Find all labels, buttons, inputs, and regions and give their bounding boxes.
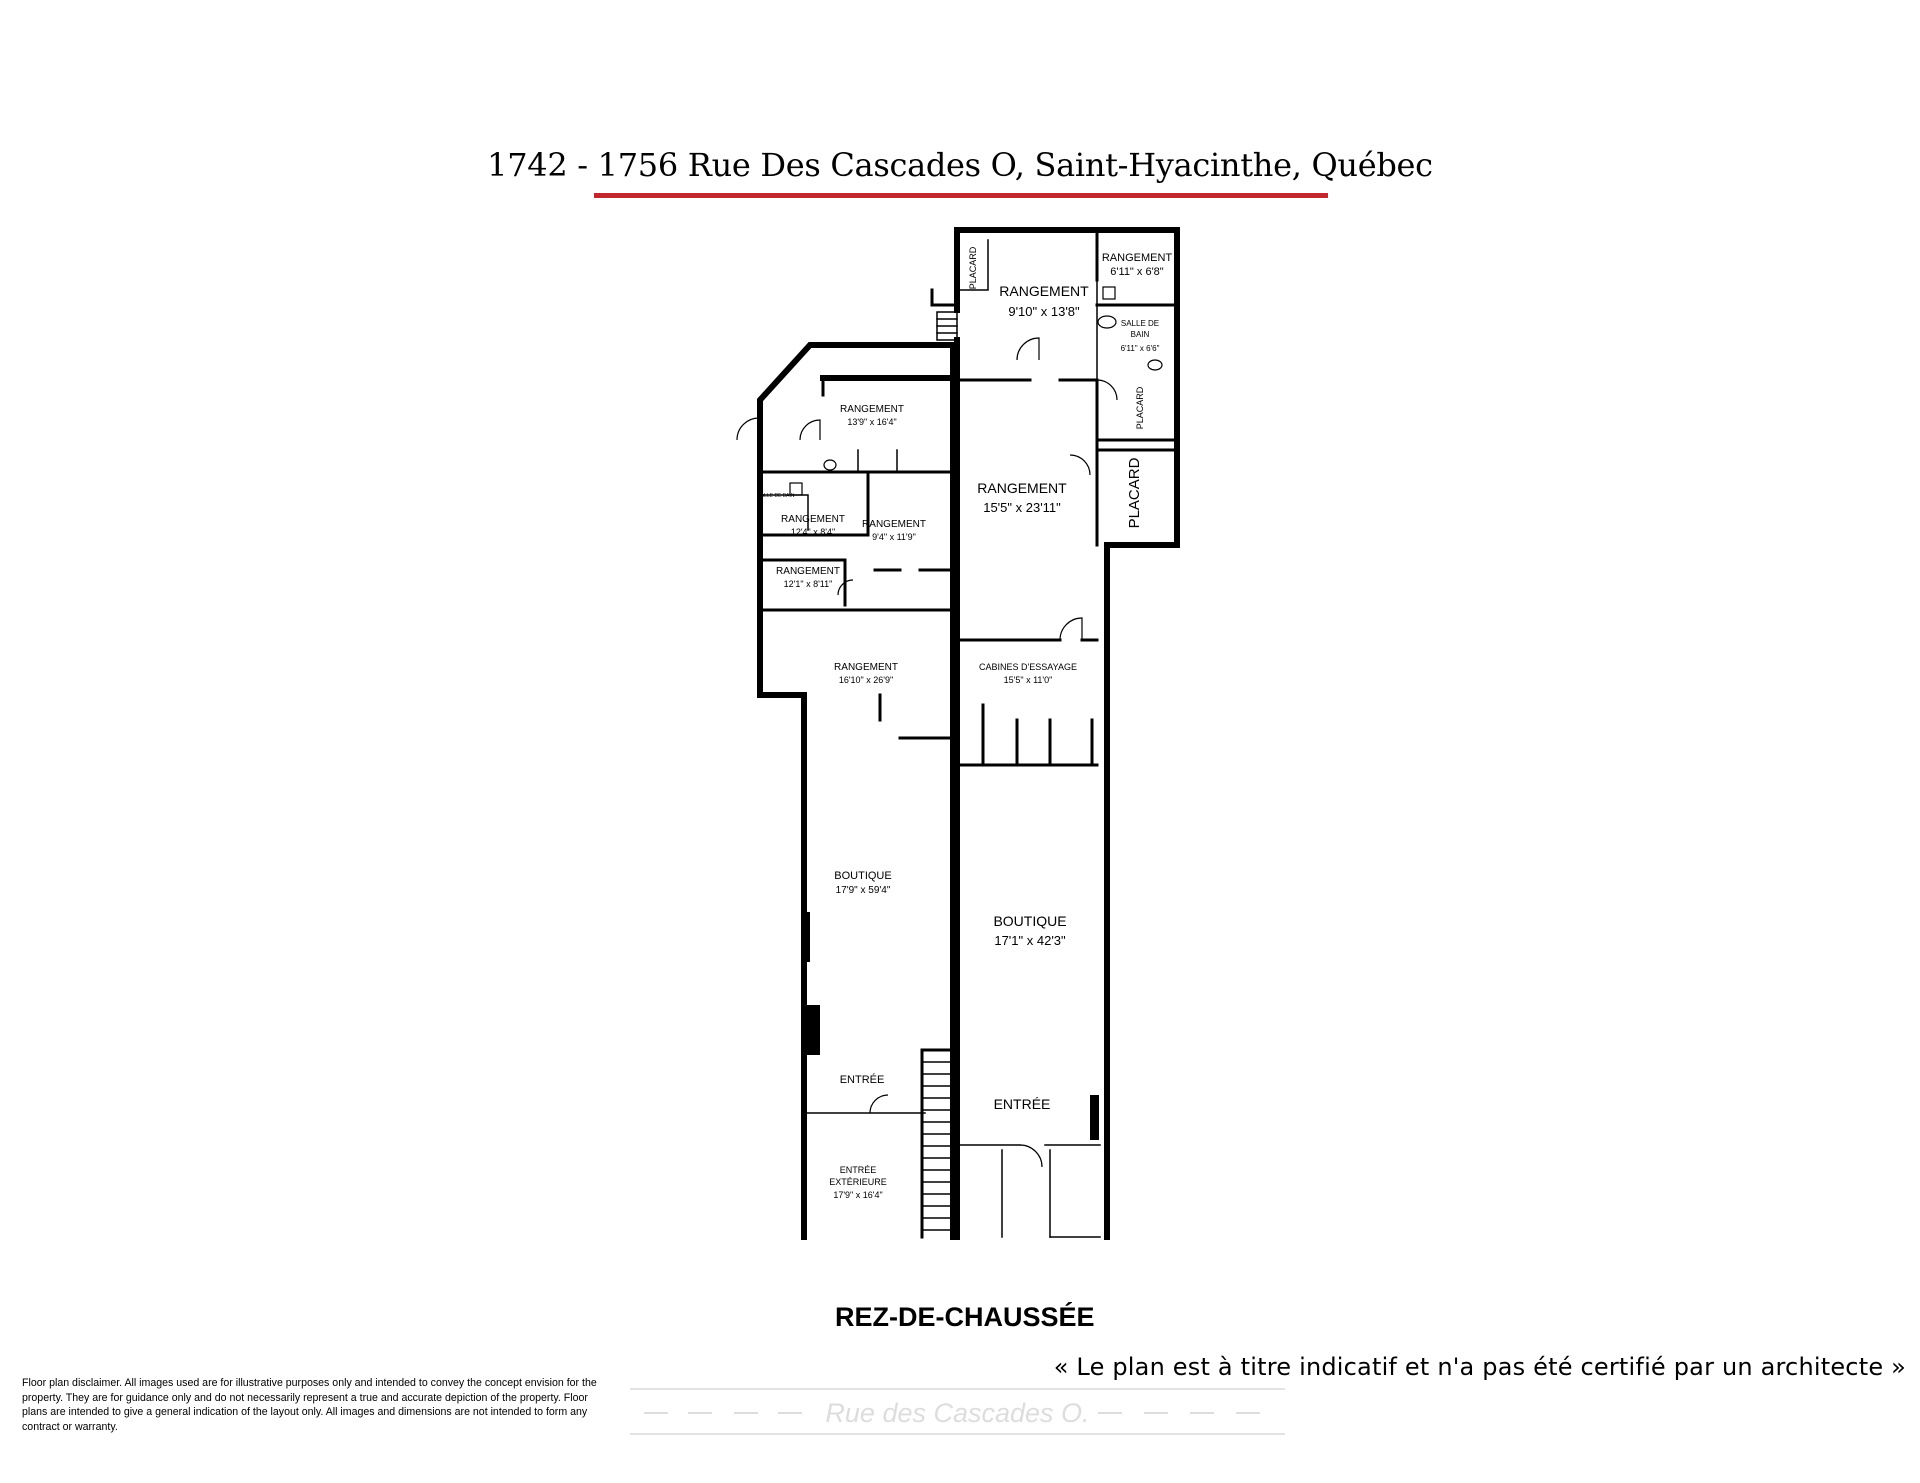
room-dims: 12'1" x 8'11"	[783, 579, 833, 589]
floor-name: REZ-DE-CHAUSSÉE	[835, 1302, 1095, 1332]
street-dash	[1190, 1412, 1214, 1414]
door-swing	[1060, 618, 1082, 640]
disclaimer: Floor plan disclaimer. All images used are for illustrative purposes only and intended to convey the concept envision for the property. They are for guidance only and do not necessarily represent a true and accurate depiction of the property. Floor plans are intended to give a general indication of the layout only. All images and dimensions are not intended to form any contract or warranty.	[22, 1377, 597, 1433]
door-swing	[1097, 380, 1117, 400]
left-unit-walls	[737, 345, 953, 1237]
room-name: ENTRÉE	[839, 1165, 877, 1175]
room-name: PLACARD	[1135, 386, 1145, 430]
room-name: RANGEMENT	[776, 566, 840, 577]
room-dims: 9'10" x 13'8"	[1008, 304, 1080, 319]
street-dash	[1098, 1412, 1122, 1414]
toilet-icon	[1148, 360, 1162, 370]
right-unit-walls	[932, 230, 1177, 1237]
room-dims: 6'11" x 6'8"	[1110, 266, 1164, 278]
left-wall-block	[802, 1005, 820, 1055]
door-swing	[1070, 455, 1090, 475]
toilet-icon	[824, 460, 836, 470]
street-dash	[1236, 1412, 1260, 1414]
room-name: ENTRÉE	[839, 1074, 885, 1086]
door-swing	[800, 420, 820, 440]
room-name: BAIN	[1130, 330, 1150, 339]
toilet-icon	[1103, 287, 1115, 299]
room-name: RANGEMENT	[840, 404, 904, 415]
room-dims: 17'9" x 59'4"	[835, 885, 891, 896]
room-name: RANGEMENT	[781, 514, 845, 525]
entrance-wall-block	[1090, 1095, 1099, 1140]
room-name: SALLE DE	[1120, 319, 1160, 328]
room-dims: 15'5" x 23'11"	[983, 500, 1061, 515]
room-name: EXTÉRIEURE	[829, 1177, 887, 1187]
street-dash	[1144, 1412, 1168, 1414]
room-dims: 13'9" x 16'4"	[847, 417, 897, 427]
room-dims: 16'10" x 26'9"	[838, 675, 894, 685]
room-name: RANGEMENT	[1101, 252, 1173, 264]
room-name: PLACARD	[968, 246, 978, 290]
room-name: PLACARD	[1126, 457, 1143, 529]
room-dims: 15'5" x 11'0"	[1003, 675, 1053, 685]
door-swing	[1017, 338, 1039, 360]
room-labels	[758, 246, 1173, 1200]
certification-note: « Le plan est à titre indicatif et n'a pas été certifié par un architecte »	[1053, 1353, 1906, 1381]
room-dims: 6'11" x 6'6"	[1120, 344, 1160, 353]
room-dims: 12'4" x 8'4"	[790, 527, 836, 537]
door-swing	[1020, 1145, 1042, 1167]
room-name: RANGEMENT	[834, 662, 898, 673]
room-name: RANGEMENT	[999, 283, 1089, 299]
plan-title: 1742 - 1756 Rue Des Cascades O, Saint-Hyacinthe, Québec	[487, 146, 1433, 184]
street-label-box	[630, 1388, 1285, 1435]
street-name: Rue des Cascades O.	[825, 1398, 1090, 1428]
room-name: RANGEMENT	[977, 480, 1067, 496]
room-dims: 9'4" x 11'9"	[872, 532, 916, 542]
room-name: ENTRÉE	[993, 1096, 1051, 1112]
sink-icon	[1098, 316, 1116, 328]
left-wall-block	[802, 912, 810, 962]
room-name: CABINES D'ESSAYAGE	[979, 662, 1077, 672]
room-name: RANGEMENT	[862, 519, 926, 530]
door-swing	[870, 1095, 888, 1113]
room-dims: 17'1" x 42'3"	[994, 933, 1066, 948]
room-name: BOUTIQUE	[993, 913, 1067, 929]
corner-stairs	[937, 312, 957, 340]
door-swing	[737, 418, 760, 440]
room-dims: 17'9" x 16'4"	[833, 1190, 883, 1200]
room-name: BOUTIQUE	[834, 870, 892, 882]
exterior-stairs	[922, 1050, 951, 1237]
room-name: SALLE DE BAIN	[757, 493, 795, 499]
